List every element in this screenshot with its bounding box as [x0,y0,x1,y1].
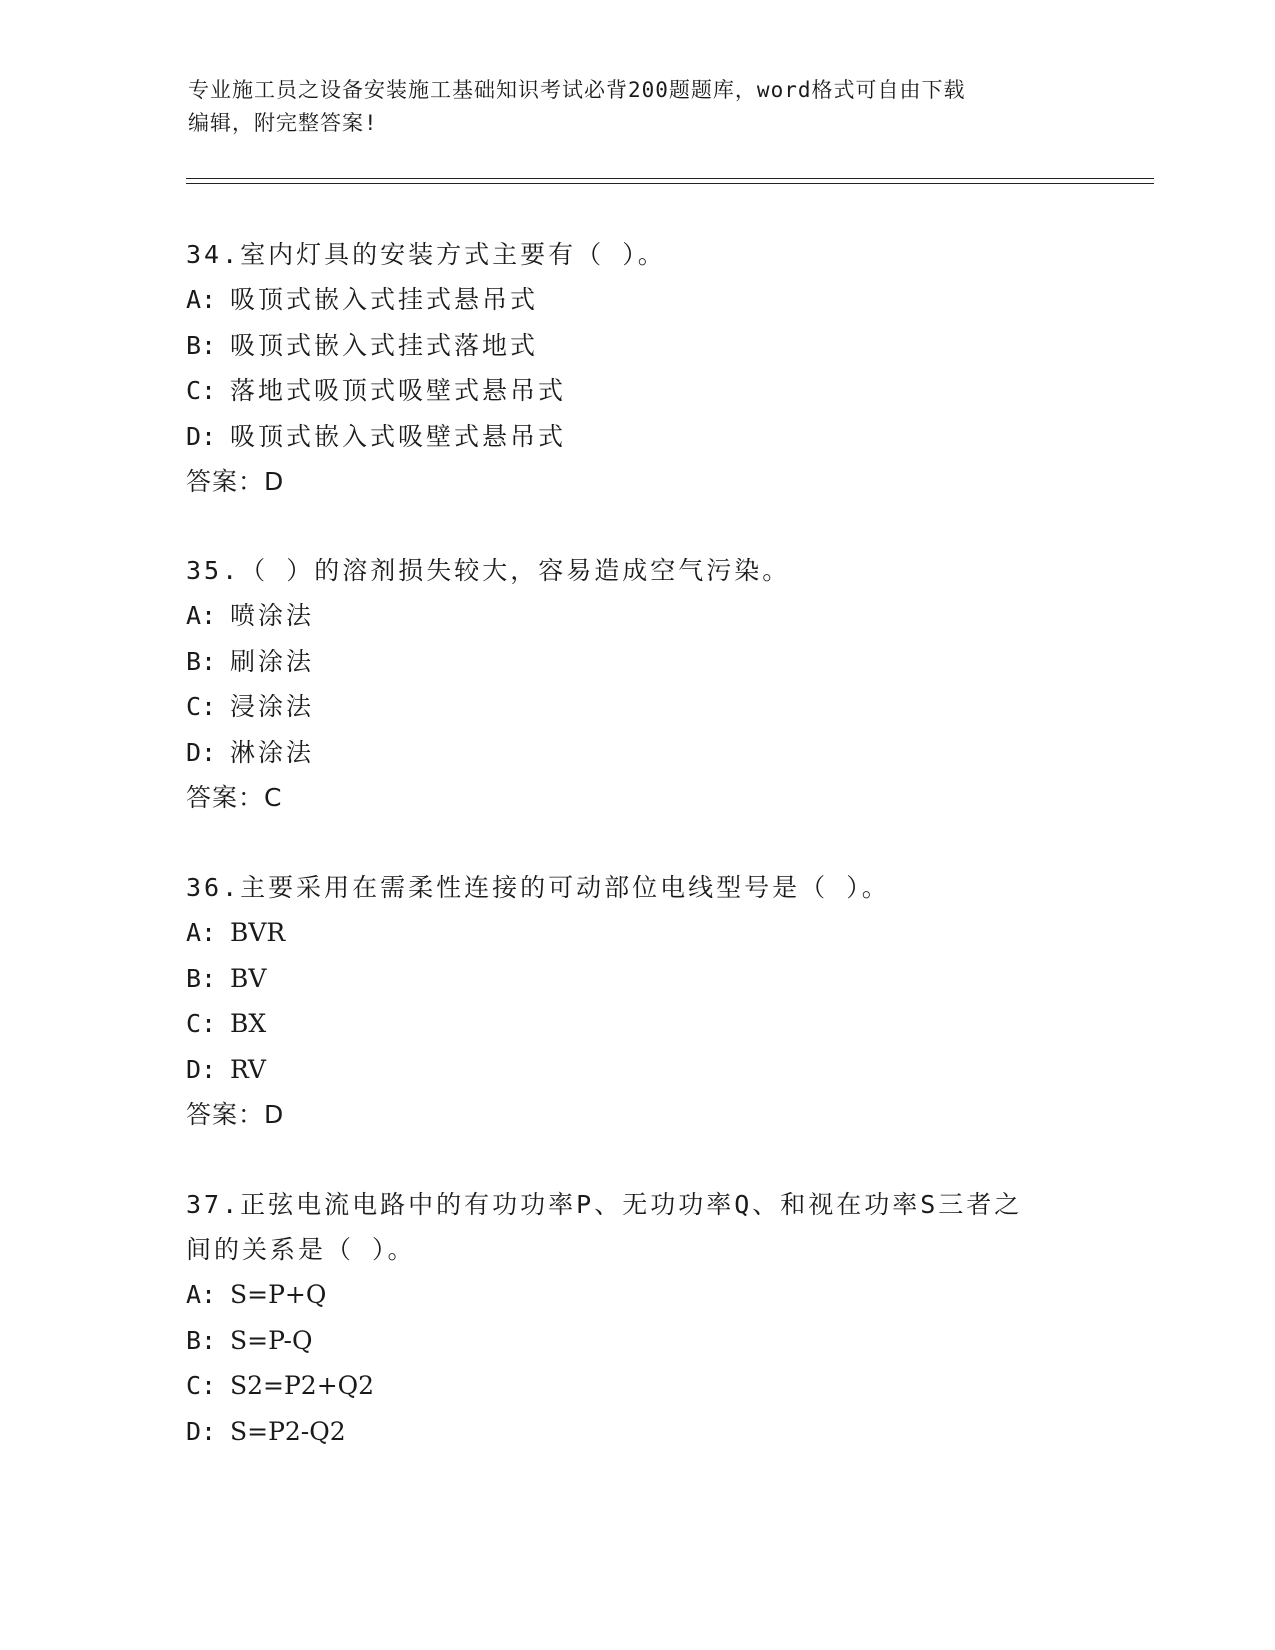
answer-label: 答案：D [186,467,285,496]
option-letter: C: [186,1371,217,1400]
option-text: 喷涂法 [230,601,315,630]
option-text: S=P-Q [230,1325,313,1355]
option-b [186,639,1086,685]
option-letter: A: [186,1280,217,1309]
option-b [186,956,1086,1002]
answer-label: 答案：C [186,783,283,812]
option-letter: B: [186,646,217,676]
option-text: 刷涂法 [230,646,315,676]
option-c [186,684,1086,730]
option-letter: D: [186,421,217,451]
question-34 [186,232,1086,504]
option-text: 吸顶式嵌入式吸壁式悬吊式 [230,421,567,451]
header-line-1: 专业施工员之设备安装施工基础知识考试必背200题题库，word格式可自由下载 [188,78,966,102]
option-text: BX [230,1009,267,1038]
option-d [186,730,1086,776]
option-letter: A: [186,285,217,314]
option-d [186,414,1086,460]
option-letter: B: [186,963,217,993]
option-text: BVR [230,918,286,947]
option-a [186,277,1086,323]
option-text: RV [230,1054,266,1084]
option-text: 吸顶式嵌入式挂式落地式 [230,330,539,360]
option-text: BV [230,963,267,993]
question-stem: 35.（ ）的溶剂损失较大，容易造成空气污染。 [186,556,791,585]
option-letter: C: [186,376,217,405]
option-a [186,1272,1086,1318]
option-text: S=P+Q [230,1280,327,1309]
option-d [186,1409,1086,1455]
option-text: 吸顶式嵌入式挂式悬吊式 [230,285,539,314]
option-d [186,1047,1086,1093]
question-stem: 36.主要采用在需柔性连接的可动部位电线型号是（ ）。 [186,873,890,902]
option-letter: D: [186,1054,217,1084]
option-letter: C: [186,692,217,721]
option-text: 落地式吸顶式吸壁式悬吊式 [230,376,567,405]
option-letter: A: [186,918,217,947]
question-35 [186,548,1086,820]
question-stem-line-2: 间的关系是（ ）。 [186,1235,416,1264]
question-37 [186,1182,1086,1454]
option-c [186,1001,1086,1047]
option-b [186,1318,1086,1364]
question-36 [186,865,1086,1137]
option-text: S2=P2+Q2 [230,1371,375,1400]
option-text: 浸涂法 [230,692,315,721]
option-letter: C: [186,1009,217,1038]
option-letter: B: [186,330,217,360]
header-line-2: 编辑，附完整答案! [188,111,378,135]
option-letter: A: [186,601,217,630]
question-stem: 34.室内灯具的安装方式主要有（ ）。 [186,240,666,269]
option-letter: B: [186,1325,217,1355]
option-b [186,323,1086,369]
option-letter: D: [186,1416,217,1446]
option-a [186,910,1086,956]
option-c [186,1363,1086,1409]
header-divider-top [186,178,1154,179]
question-stem-line-1: 37.正弦电流电路中的有功功率P、无功功率Q、和视在功率S三者之 [186,1190,1023,1219]
option-letter: D: [186,737,217,767]
option-text: S=P2-Q2 [230,1416,346,1446]
option-a [186,593,1086,639]
answer-label: 答案：D [186,1100,285,1129]
document-header [188,74,1088,140]
header-divider-bottom [186,183,1154,184]
option-text: 淋涂法 [230,737,315,767]
option-c [186,368,1086,414]
